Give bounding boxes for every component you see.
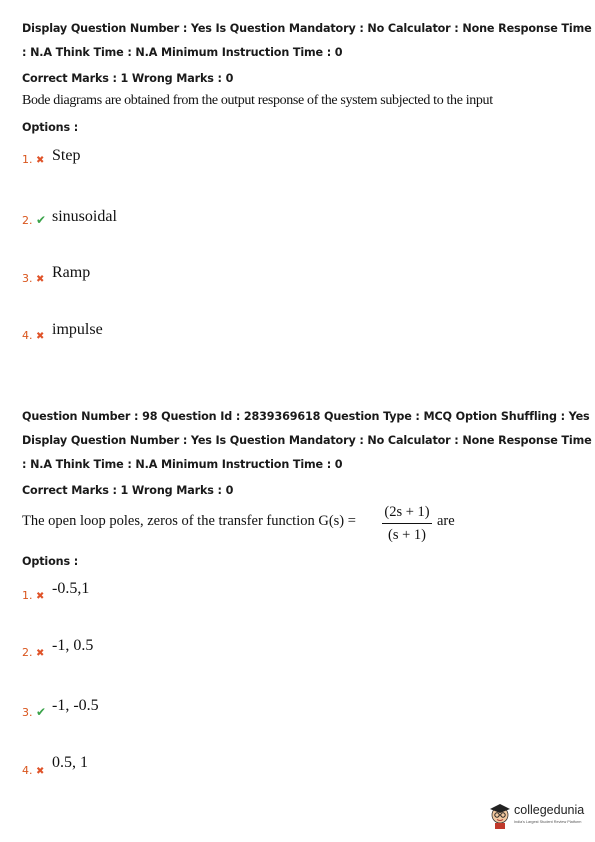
wrong-mark-icon: ✖	[36, 766, 45, 777]
q2-question-text: The open loop poles, zeros of the transfer function G(s) =	[22, 513, 356, 529]
wrong-mark-icon: ✖	[36, 648, 45, 659]
wrong-mark-icon: ✖	[36, 155, 45, 166]
q2-option-2-number: 2. ✖	[22, 646, 45, 659]
wrong-mark-icon: ✖	[36, 591, 45, 602]
correct-check-icon: ✔	[36, 705, 47, 719]
q2-option-4-number: 4. ✖	[22, 764, 45, 777]
q2-option-1-text: -0.5,1	[52, 580, 90, 597]
q1-option-4-text: impulse	[52, 321, 103, 338]
wrong-mark-icon: ✖	[36, 331, 45, 342]
q2-option-1-number: 1. ✖	[22, 589, 45, 602]
q1-option-3-text: Ramp	[52, 264, 91, 281]
q1-options-label: Options :	[22, 121, 79, 134]
footer-tagline: India's Largest Student Review Platform	[514, 820, 582, 824]
q2-option-3-text: -1, -0.5	[52, 697, 99, 714]
q1-option-1-text: Step	[52, 147, 81, 164]
q2-fraction-numerator: (2s + 1)	[384, 504, 430, 520]
q2-option-4-text: 0.5, 1	[52, 754, 88, 771]
q2-option-2-text: -1, 0.5	[52, 637, 94, 654]
q1-question-text: Bode diagrams are obtained from the output response of the system subjected to the input	[22, 93, 493, 108]
footer-logo-text: collegedunia	[514, 803, 585, 817]
q2-question-text-end: are	[437, 513, 455, 529]
q1-option-2-number: 2. ✔	[22, 213, 47, 227]
q1-marks: Correct Marks : 1 Wrong Marks : 0	[22, 72, 234, 85]
q2-marks: Correct Marks : 1 Wrong Marks : 0	[22, 484, 234, 497]
q1-option-3-number: 3. ✖	[22, 272, 45, 285]
q2-meta-line1: Question Number : 98 Question Id : 2839369618 Question Type : MCQ Option Shuffling : Yes	[22, 410, 590, 423]
student-mascot-icon	[488, 801, 512, 831]
q2-meta-line2: Display Question Number : Yes Is Question Mandatory : No Calculator : None Response Time	[22, 434, 592, 447]
q1-meta-line1: Display Question Number : Yes Is Question Mandatory : No Calculator : None Response Time	[22, 22, 592, 35]
fraction-bar	[382, 523, 432, 524]
q2-options-label: Options :	[22, 555, 79, 568]
correct-check-icon: ✔	[36, 213, 47, 227]
q2-meta-line3: : N.A Think Time : N.A Minimum Instruction Time : 0	[22, 458, 343, 471]
q2-fraction-denominator: (s + 1)	[388, 527, 426, 543]
q1-option-4-number: 4. ✖	[22, 329, 45, 342]
q1-meta-line2: : N.A Think Time : N.A Minimum Instruction Time : 0	[22, 46, 343, 59]
wrong-mark-icon: ✖	[36, 274, 45, 285]
q2-option-3-number: 3. ✔	[22, 705, 47, 719]
q1-option-1-number: 1. ✖	[22, 153, 45, 166]
q1-option-2-text: sinusoidal	[52, 208, 117, 225]
